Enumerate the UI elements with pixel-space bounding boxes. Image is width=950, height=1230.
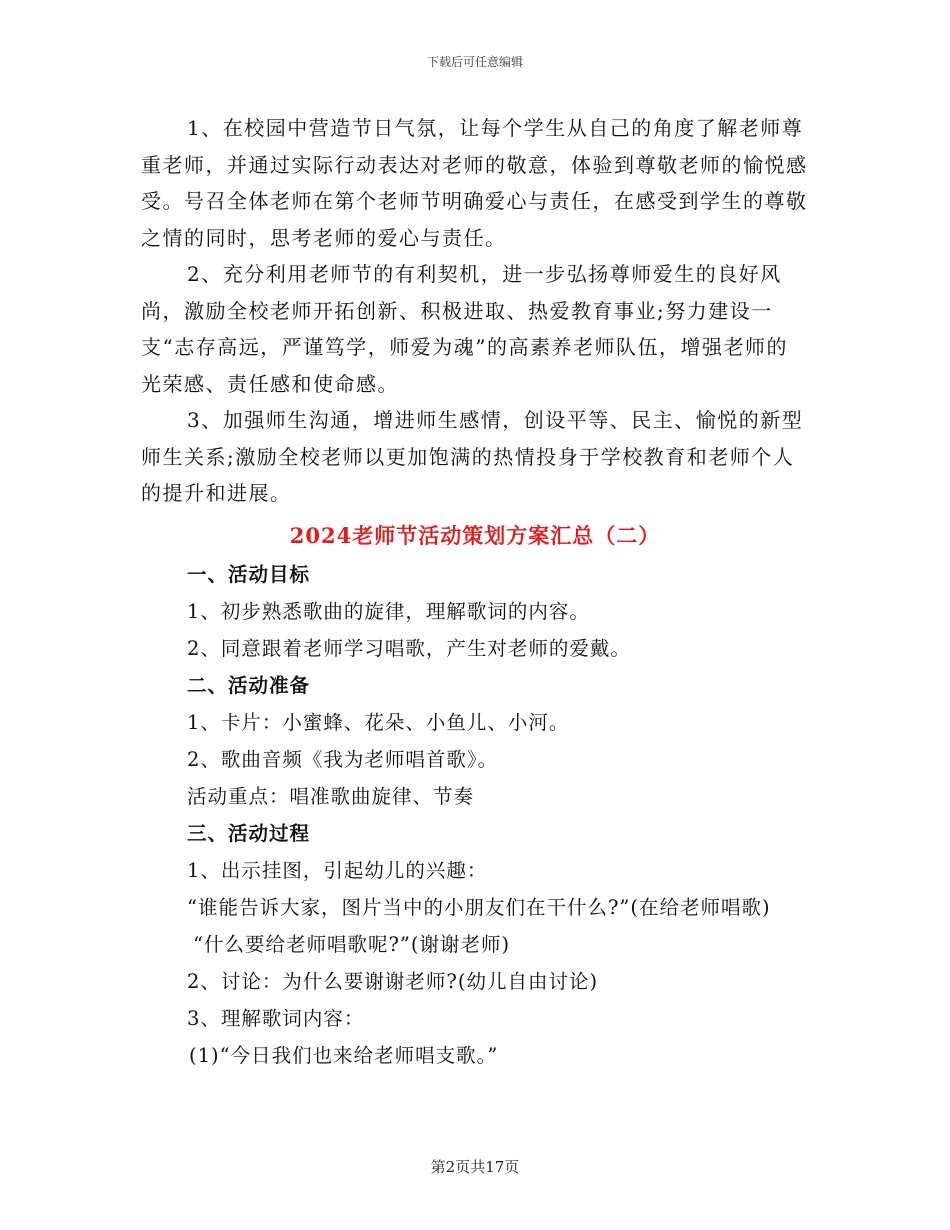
section3-quote-1: “谁能告诉大家，图片当中的小朋友们在干什么?”(在给老师唱歌) (187, 895, 771, 919)
section1-item-2: 2、同意跟着老师学习唱歌，产生对老师的爱戴。 (187, 636, 631, 660)
page-footer: 第2页共17页 (430, 1158, 520, 1176)
section2-item-1: 1、卡片：小蜜蜂、花朵、小鱼儿、小河。 (187, 710, 570, 734)
intro-paragraph-3: 3、加强师生沟通，增进师生感情，创设平等、民主、愉悦的新型师生关系;激励全校老师以更加饱满的热情投身于学校教育和老师个人的提升和进展。 (141, 408, 804, 505)
section3-quote-2: “什么要给老师唱歌呢?”(谢谢老师) (193, 932, 511, 956)
intro-paragraph-1: 1、在校园中营造节日气氛，让每个学生从自己的角度了解老师尊重老师，并通过实际行动表达对老师的敬意，体验到尊敬老师的愉悦感受。号召全体老师在第个老师节明确爱心与责任，在感受到学生的尊敬之情的同时，思考老师的爱心与责任。 (141, 116, 808, 250)
section2-key-point: 活动重点：唱准歌曲旋律、节奏 (187, 784, 475, 808)
section3-heading: 三、活动过程 (187, 821, 311, 845)
section3-item-4: (1)“今日我们也来给老师唱支歌。” (189, 1043, 499, 1067)
section3-item-1: 1、出示挂图，引起幼儿的兴趣： (187, 858, 488, 882)
section3-item-2: 2、讨论：为什么要谢谢老师?(幼儿自由讨论) (187, 969, 599, 993)
page-header: 下载后可任意编辑 (426, 55, 523, 69)
section1-item-1: 1、初步熟悉歌曲的旋律，理解歌词的内容。 (187, 599, 590, 623)
intro-paragraph-2: 2、充分利用老师节的有利契机，进一步弘扬尊师爱生的良好风尚，激励全校老师开拓创新、积极进取、热爱教育事业;努力建设一支“志存高远，严谨笃学，师爱为魂”的高素养老师队伍，增强老师的光荣感、责任感和使命感。 (141, 262, 788, 396)
document-body (141, 110, 809, 1074)
section2-item-2: 2、歌曲音频《我为老师唱首歌》。 (187, 747, 499, 771)
section-title: 2024老师节活动策划方案汇总（二） (289, 522, 661, 548)
section2-heading: 二、活动准备 (187, 673, 311, 697)
section1-heading: 一、活动目标 (187, 562, 311, 586)
section3-item-3: 3、理解歌词内容： (187, 1006, 365, 1030)
